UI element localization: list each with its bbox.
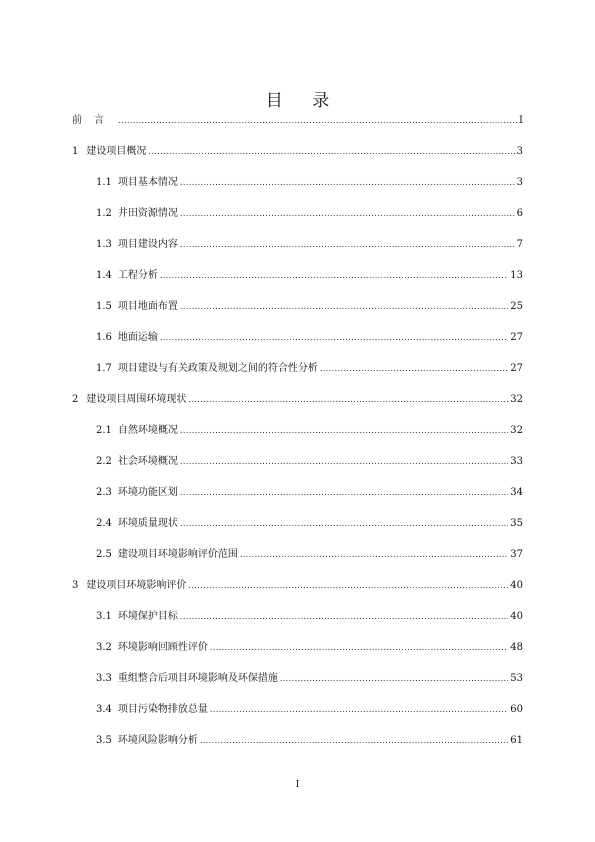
toc-entry-label: 环境质量现状: [117, 518, 178, 529]
toc-leader-dots: [210, 641, 508, 655]
toc-entry-section-1-1[interactable]: [96, 176, 523, 190]
toc-entry-label: 建设项目周围环境现状: [86, 394, 187, 405]
toc-entry-label: 环境保护目标: [117, 611, 178, 622]
toc-entry-number: 2: [72, 394, 79, 405]
toc-entry-chapter-1[interactable]: [72, 145, 523, 159]
toc-leader-dots: [180, 610, 508, 624]
toc-entry-label: 环境风险影响分析: [117, 735, 198, 746]
toc-entry-label: 自然环境概况: [117, 425, 178, 436]
page-title: 目 录: [265, 91, 342, 111]
toc-entry-page: 7: [516, 239, 523, 250]
toc-entry-page: 27: [510, 363, 523, 374]
toc-entry-page: 6: [516, 208, 523, 219]
toc-leader-dots: [180, 238, 515, 252]
toc-entry-page: 48: [510, 642, 523, 653]
toc-entry-page: 32: [510, 425, 523, 436]
toc-leader-dots: [180, 300, 508, 314]
toc-entry-section-1-3[interactable]: [96, 238, 523, 252]
toc-entry-label: 重组整合后项目环境影响及环保措施: [117, 673, 278, 684]
toc-entry-section-1-5[interactable]: [96, 300, 523, 314]
toc-entry-number: 1.7: [96, 363, 112, 374]
toc-entry-number: 3.5: [96, 735, 112, 746]
toc-entry-section-3-4[interactable]: [96, 703, 523, 717]
page-number-footer: I: [295, 780, 300, 790]
toc-entry-label: 项目建设内容: [117, 239, 178, 250]
toc-entry-page: 32: [510, 394, 523, 405]
toc-leader-dots: [180, 517, 508, 531]
toc-leader-dots: [180, 424, 508, 438]
toc-leader-dots: [160, 331, 508, 345]
toc-entry-number: 3: [72, 580, 79, 591]
toc-entry-label: 工程分析: [117, 270, 158, 281]
toc-leader-dots: [118, 114, 517, 128]
toc-entry-page: 34: [510, 487, 523, 498]
toc-entry-section-1-6[interactable]: [96, 331, 523, 345]
toc-entry-section-2-5[interactable]: [96, 548, 523, 562]
toc-entry-label: 项目地面布置: [117, 301, 178, 312]
toc-leader-dots: [180, 207, 515, 221]
toc-entry-page: 37: [510, 549, 523, 560]
toc-entry-page: 61: [510, 735, 523, 746]
toc-entry-page: 3: [516, 146, 523, 157]
toc-entry-number: 3.3: [96, 673, 112, 684]
toc-leader-dots: [200, 734, 508, 748]
toc-entry-section-2-2[interactable]: [96, 455, 523, 469]
toc-entry-page: 60: [510, 704, 523, 715]
toc-entry-number: 1: [72, 146, 79, 157]
toc-entry-label: 建设项目环境影响评价范围: [117, 549, 238, 560]
toc-entry-preface[interactable]: [72, 114, 523, 128]
toc-entry-number: 2.5: [96, 549, 112, 560]
toc-entry-section-3-1[interactable]: [96, 610, 523, 624]
toc-entry-page: 27: [510, 332, 523, 343]
toc-entry-number: 1.4: [96, 270, 112, 281]
toc-entry-label: 社会环境概况: [117, 456, 178, 467]
toc-entry-chapter-3[interactable]: [72, 579, 523, 593]
toc-entry-label: 环境影响回顾性评价: [117, 642, 208, 653]
toc-entry-label: 项目基本情况: [117, 177, 178, 188]
toc-entry-number: 3.4: [96, 704, 112, 715]
toc-entry-section-3-5[interactable]: [96, 734, 523, 748]
toc-entry-label: 井田资源情况: [117, 208, 178, 219]
toc-entry-page: 33: [510, 456, 523, 467]
toc-entry-number: 1.3: [96, 239, 112, 250]
toc-leader-dots: [180, 486, 508, 500]
toc-entry-number: 3.2: [96, 642, 112, 653]
toc-entry-label: 项目建设与有关政策及规划之间的符合性分析: [117, 363, 318, 374]
toc-entry-page: 25: [510, 301, 523, 312]
toc-leader-dots: [320, 362, 508, 376]
toc-entry-number: 2.4: [96, 518, 112, 529]
toc-leader-dots: [188, 579, 508, 593]
toc-entry-number: 1.6: [96, 332, 112, 343]
toc-leader-dots: [240, 548, 508, 562]
toc-entry-page: 40: [510, 580, 523, 591]
toc-entry-number: 1.2: [96, 208, 112, 219]
toc-entry-page: 3: [516, 177, 523, 188]
toc-leader-dots: [188, 393, 508, 407]
toc-entry-section-1-4[interactable]: [96, 269, 523, 283]
toc-entry-section-2-1[interactable]: [96, 424, 523, 438]
toc-entry-section-1-7[interactable]: [96, 362, 523, 376]
toc-leader-dots: [280, 672, 508, 686]
toc-entry-number: 2.3: [96, 487, 112, 498]
toc-entry-section-3-3[interactable]: [96, 672, 523, 686]
toc-entry-page: 35: [510, 518, 523, 529]
toc-entry-number: 2.2: [96, 456, 112, 467]
toc-entry-label: 地面运输: [117, 332, 158, 343]
toc-entry-number: 3.1: [96, 611, 112, 622]
toc-entry-number: 2.1: [96, 425, 112, 436]
toc-entry-section-2-4[interactable]: [96, 517, 523, 531]
toc-entry-section-1-2[interactable]: [96, 207, 523, 221]
toc-entry-label: 建设项目环境影响评价: [86, 580, 187, 591]
toc-entry-label: 建设项目概况: [86, 146, 147, 157]
toc-leader-dots: [160, 269, 508, 283]
toc-entry-label: 项目污染物排放总量: [117, 704, 208, 715]
toc-entry-page: I: [519, 115, 523, 126]
toc-leader-dots: [148, 145, 514, 159]
toc-entry-number: 1.5: [96, 301, 112, 312]
toc-entry-page: 13: [510, 270, 523, 281]
toc-entry-chapter-2[interactable]: [72, 393, 523, 407]
toc-entry-number: 1.1: [96, 177, 112, 188]
toc-entry-section-3-2[interactable]: [96, 641, 523, 655]
toc-leader-dots: [180, 455, 508, 469]
toc-entry-section-2-3[interactable]: [96, 486, 523, 500]
toc-leader-dots: [180, 176, 515, 190]
toc-leader-dots: [210, 703, 508, 717]
toc-entry-page: 40: [510, 611, 523, 622]
toc-entry-label: 环境功能区划: [117, 487, 178, 498]
toc-entry-page: 53: [510, 673, 523, 684]
toc-entry-label: 前言: [72, 115, 116, 126]
